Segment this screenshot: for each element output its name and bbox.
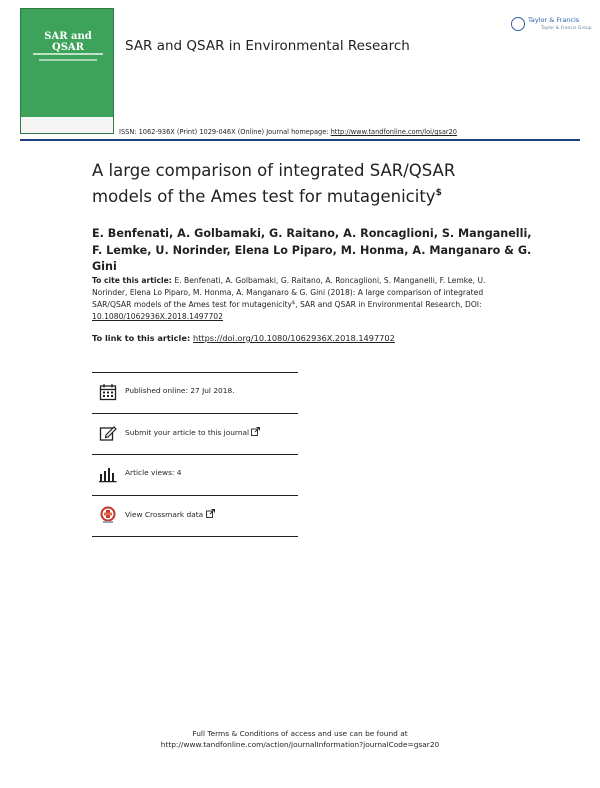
article-link-label: To link to this article: <box>92 333 193 343</box>
publisher-logo-tag: Taylor & Francis Group <box>541 26 592 31</box>
submit-article-link[interactable]: Submit your article to this journal <box>125 427 260 437</box>
article-title-line: models of the Ames test for mutagenicity$ <box>92 187 442 206</box>
submit-row[interactable] <box>92 414 298 454</box>
citation-footnote-mark: $ <box>291 300 296 306</box>
page-footer <box>0 728 600 750</box>
publisher-logo-icon <box>511 17 525 31</box>
cover-footer-band <box>21 117 113 133</box>
terms-url[interactable]: http://www.tandfonline.com/action/journalInformation?journalCode=gsar20 <box>160 740 440 749</box>
published-date: Published online: 27 Jul 2018. <box>125 386 235 395</box>
doi-link[interactable]: 10.1080/1062936X.2018.1497702 <box>92 311 223 321</box>
crossmark-icon <box>99 506 117 524</box>
cover-subtitle-line <box>33 53 103 55</box>
author-list: E. Benfenati, A. Golbamaki, G. Raitano, A. Roncaglioni, S. Manganelli, F. Lemke, U. Norinder, Elena Lo Piparo, M. Honma, A. Manganaro & G. Gini <box>92 227 532 273</box>
bar-chart-icon <box>99 465 117 483</box>
issn-line <box>119 128 457 136</box>
article-title-line: A large comparison of integrated SAR/QSAR <box>92 161 456 180</box>
journal-cover-image <box>20 8 114 134</box>
cover-subtitle-line <box>39 59 97 61</box>
title-footnote-mark: $ <box>435 188 442 198</box>
calendar-icon <box>99 383 117 401</box>
article-views: Article views: 4 <box>125 468 182 477</box>
article-title <box>92 160 552 208</box>
views-row <box>92 455 298 495</box>
divider <box>92 536 298 537</box>
article-info-panel <box>92 372 298 537</box>
crossmark-link[interactable]: View Crossmark data <box>125 509 215 519</box>
published-row <box>92 373 298 413</box>
header-divider <box>20 139 580 141</box>
publisher-logo <box>511 15 591 37</box>
external-link-icon <box>251 427 260 436</box>
publisher-logo-name: Taylor & Francis <box>528 16 580 24</box>
citation-tail: , SAR and QSAR in Environmental Research, DOI: <box>295 300 482 309</box>
edit-icon <box>99 424 117 442</box>
article-link-line <box>92 333 395 343</box>
journal-name: SAR and QSAR in Environmental Research <box>125 38 410 54</box>
citation-block <box>92 275 512 322</box>
cover-title: SAR and QSAR <box>44 31 92 53</box>
citation-label: To cite this article: <box>92 276 175 285</box>
issn-text: ISSN: 1062-936X (Print) 1029-046X (Online) Journal homepage: <box>119 128 331 136</box>
article-doi-url[interactable]: https://doi.org/10.1080/1062936X.2018.1497702 <box>193 333 395 343</box>
terms-text: Full Terms & Conditions of access and use can be found at <box>192 729 408 738</box>
external-link-icon <box>206 509 215 518</box>
journal-homepage-link[interactable]: http://www.tandfonline.com/loi/gsar20 <box>330 128 457 136</box>
citation-text: E. Benfenati, A. Golbamaki, G. Raitano, A. Roncaglioni, S. Manganelli, F. Lemke, U. Norinder, Elena Lo Piparo, M. Honma, A. Manganaro & G. Gini (2018): A large comparison of integrated SAR/QSAR models of the Ames test for mutagenicity <box>92 276 486 309</box>
crossmark-row[interactable] <box>92 496 298 536</box>
